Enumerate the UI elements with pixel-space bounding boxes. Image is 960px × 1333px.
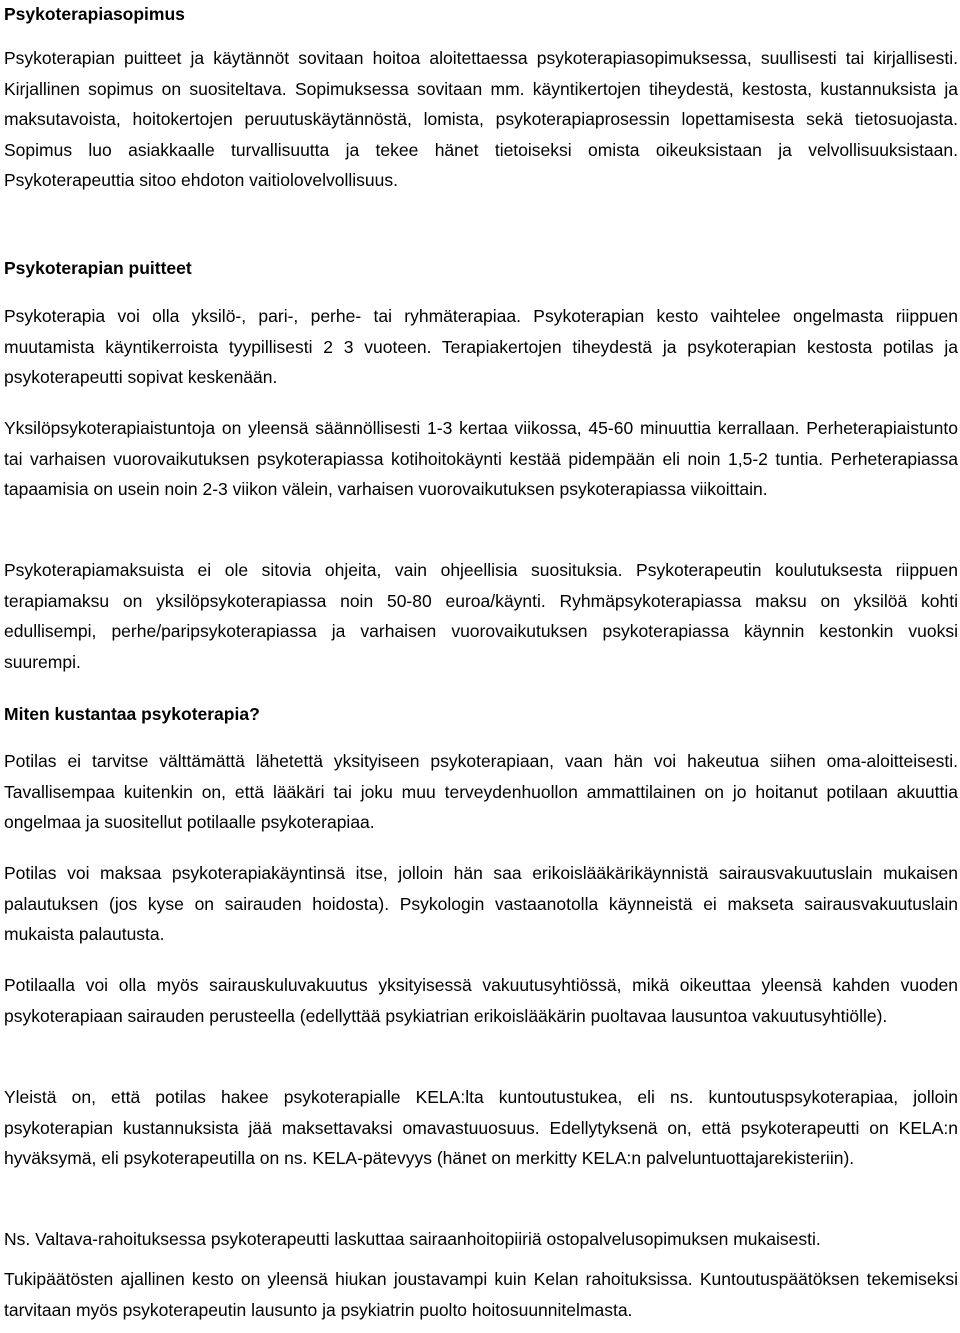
paragraph-tukipaatokset	[4, 1264, 958, 1325]
document-title: Psykoterapiasopimus	[4, 4, 185, 24]
paragraph-text: Potilas ei tarvitse välttämättä lähetettä yksityiseen psykoterapiaan, vaan hän voi hakeutua siihen oma-aloitteisesti. Tavallisempaa kuitenkin on, että lääkäri tai joku muu terveydenhuollon ammattilainen on jo hoitanut potilaan akuuttia ongelmaa ja suositellut potilaalle psykoterapiaa.	[4, 751, 958, 832]
section-heading-kustantaa	[4, 702, 958, 726]
paragraph-maksut	[4, 555, 958, 677]
paragraph-text: Psykoterapian puitteet ja käytännöt sovitaan hoitoa aloitettaessa psykoterapiasopimuksessa, suullisesti tai kirjallisesti. Kirjallinen sopimus on suositeltava. Sopimuksessa sovitaan mm. käyntikertojen tiheydestä, kestosta, kustannuksista ja maksutavoista, hoitokertojen peruutuskäytännöstä, lomista, psykoterapiaprosessin lopettamisesta sekä tietosuojasta. Sopimus luo asiakkaalle turvallisuutta ja tekee hänet tietoiseksi omista oikeuksistaan ja velvollisuuksistaan. Psykoterapeuttia sitoo ehdoton vaitiolovelvollisuus.	[4, 48, 958, 190]
paragraph-text: Ns. Valtava-rahoituksessa psykoterapeutti laskuttaa sairaanhoitopiiriä ostopalvelusopimuksen mukaisesti.	[4, 1229, 821, 1249]
paragraph-text: Yksilöpsykoterapiaistuntoja on yleensä säännöllisesti 1-3 kertaa viikossa, 45-60 minuuttia kerrallaan. Perheterapiaistunto tai varhaisen vuorovaikutuksen psykoterapiassa kotihoitokäynti kestää pidempään eli noin 1,5-2 tuntia. Perheterapiassa tapaamisia on usein noin 2-3 viikon välein, varhaisen vuorovaikutuksen psykoterapiassa viikoittain.	[4, 418, 958, 499]
section-heading-puitteet	[4, 256, 958, 280]
paragraph-kela	[4, 1082, 958, 1174]
paragraph-lahete	[4, 746, 958, 838]
section-heading: Miten kustantaa psykoterapia?	[4, 704, 260, 724]
paragraph-text: Psykoterapiamaksuista ei ole sitovia ohjeita, vain ohjeellisia suosituksia. Psykoterapeutin koulutuksesta riippuen terapiamaksu on yksilöpsykoterapiassa noin 50-80 euroa/käynti. Ryhmäpsykoterapiassa maksu on yksilöä kohti edullisempi, perhe/paripsykoterapiassa ja varhaisen vuorovaikutuksen psykoterapiassa käynnin kestonkin vuoksi suurempi.	[4, 560, 958, 672]
paragraph-vakuutus	[4, 970, 958, 1031]
paragraph-istunnot	[4, 413, 958, 505]
paragraph-text: Yleistä on, että potilas hakee psykoterapialle KELA:lta kuntoutustukea, eli ns. kuntoutuspsykoterapiaa, jolloin psykoterapian kustannuksista jää maksettavaksi omavastuuosuus. Edellytyksenä on, että psykoterapeutti on KELA:n hyväksymä, eli psykoterapeutilla on ns. KELA-pätevyys (hänet on merkitty KELA:n palveluntuottajarekisteriin).	[4, 1087, 958, 1168]
paragraph-text: Potilas voi maksaa psykoterapiakäyntinsä itse, jolloin hän saa erikoislääkärikäynnistä sairausvakuutuslain mukaisen palautuksen (jos kyse on sairauden hoidosta). Psykologin vastaanotolla käynneistä ei makseta sairausvakuutuslain mukaista palautusta.	[4, 863, 958, 944]
paragraph-sopimus	[4, 43, 958, 196]
paragraph-text: Psykoterapia voi olla yksilö-, pari-, perhe- tai ryhmäterapiaa. Psykoterapian kesto vaihtelee ongelmasta riippuen muutamista käyntikerroista tyypillisesti 2 3 vuoteen. Terapiakertojen tiheydestä ja psykoterapian kestosta potilas ja psykoterapeutti sopivat keskenään.	[4, 306, 958, 387]
section-heading: Psykoterapian puitteet	[4, 258, 192, 278]
paragraph-puitteet	[4, 301, 958, 393]
paragraph-text: Tukipäätösten ajallinen kesto on yleensä hiukan joustavampi kuin Kelan rahoituksissa. Kuntoutuspäätöksen tekemiseksi tarvitaan myös psykoterapeutin lausunto ja psykiatrin puolto hoitosuunnitelmasta.	[4, 1269, 958, 1320]
paragraph-text: Potilaalla voi olla myös sairauskuluvakuutus yksityisessä vakuutusyhtiössä, mikä oikeuttaa yleensä kahden vuoden psykoterapiaan sairauden perusteella (edellyttää psykiatrian erikoislääkärin puoltavaa lausuntoa vakuutusyhtiölle).	[4, 975, 958, 1026]
paragraph-omakustanne	[4, 858, 958, 950]
paragraph-valtava	[4, 1224, 958, 1255]
